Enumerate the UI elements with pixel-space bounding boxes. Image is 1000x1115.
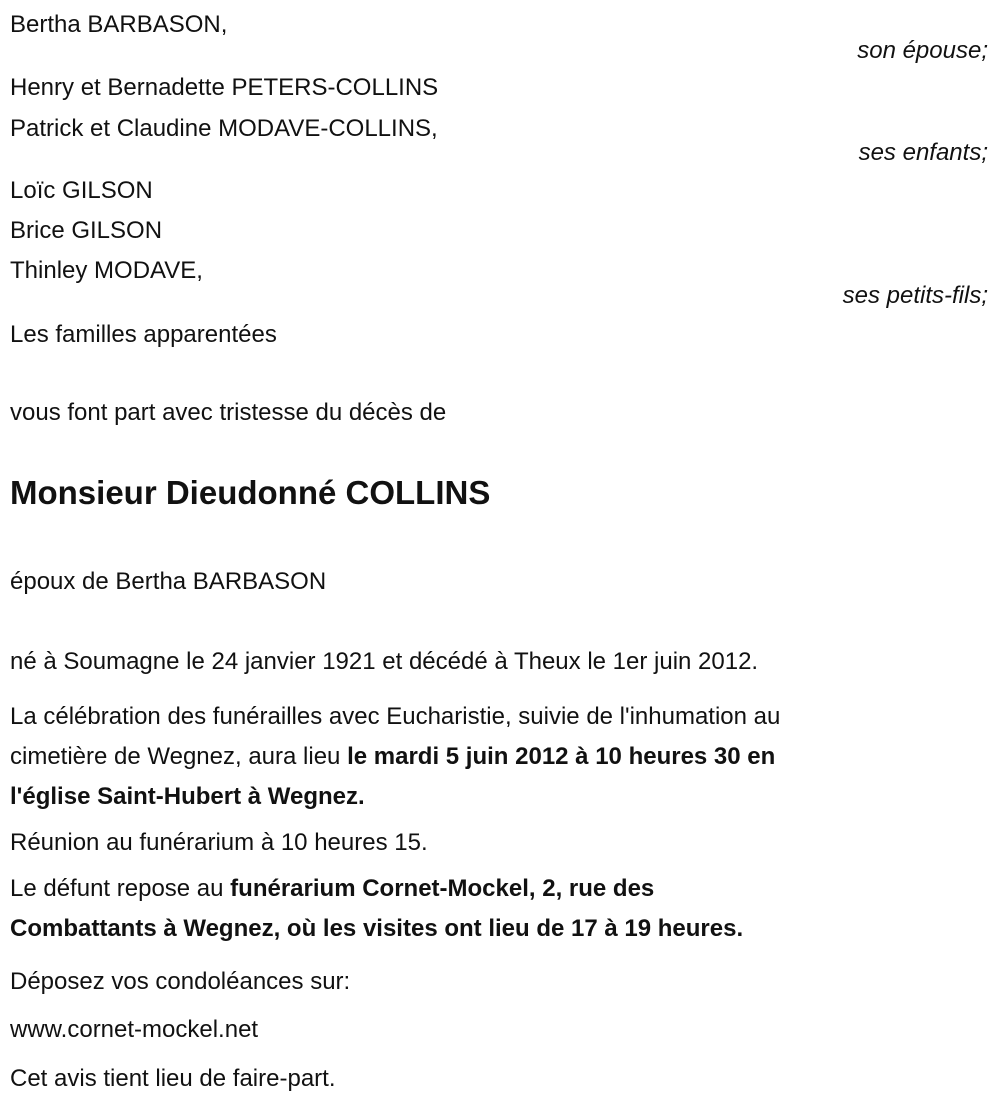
viewing-place: funérarium Cornet-Mockel, 2, rue des bbox=[230, 875, 655, 902]
notice: Cet avis tient lieu de faire-part. bbox=[10, 1065, 336, 1092]
child-name: Henry et Bernadette PETERS-COLLINS bbox=[10, 74, 439, 101]
spouse-of: époux de Bertha BARBASON bbox=[10, 568, 327, 595]
child-name: Patrick et Claudine MODAVE-COLLINS, bbox=[10, 115, 438, 142]
spouse-name: Bertha BARBASON, bbox=[10, 11, 228, 38]
grandchild-name: Brice GILSON bbox=[10, 217, 163, 244]
announcement: vous font part avec tristesse du décès de bbox=[10, 399, 447, 426]
viewing-line bbox=[10, 874, 654, 904]
spouse-role: son épouse; bbox=[857, 37, 988, 64]
ceremony-place bbox=[10, 782, 365, 812]
ceremony-line: La célébration des funérailles avec Eucharistie, suivie de l'inhumation au bbox=[10, 703, 781, 730]
children-role: ses enfants; bbox=[858, 139, 988, 166]
ceremony-place-text: l'église Saint-Hubert à Wegnez. bbox=[10, 783, 365, 810]
deceased-name: Monsieur Dieudonné COLLINS bbox=[10, 474, 491, 511]
viewing-line bbox=[10, 914, 743, 944]
grandchildren-role: ses petits-fils; bbox=[842, 282, 988, 309]
relatives: Les familles apparentées bbox=[10, 321, 277, 348]
ceremony-line bbox=[10, 742, 775, 772]
condolences-label: Déposez vos condoléances sur: bbox=[10, 968, 351, 995]
grandchild-name: Loïc GILSON bbox=[10, 177, 153, 204]
viewing-hours: Combattants à Wegnez, où les visites ont lieu de 17 à 19 heures. bbox=[10, 915, 744, 942]
ceremony-date: le mardi 5 juin 2012 à 10 heures 30 en bbox=[347, 743, 776, 770]
grandchild-name: Thinley MODAVE, bbox=[10, 257, 203, 284]
birth-death: né à Soumagne le 24 janvier 1921 et décédé à Theux le 1er juin 2012. bbox=[10, 648, 759, 675]
viewing-text: Le défunt repose au bbox=[10, 875, 231, 902]
ceremony-text: cimetière de Wegnez, aura lieu bbox=[10, 743, 348, 770]
meeting: Réunion au funérarium à 10 heures 15. bbox=[10, 829, 428, 856]
website-link[interactable]: www.cornet-mockel.net bbox=[10, 1016, 259, 1043]
